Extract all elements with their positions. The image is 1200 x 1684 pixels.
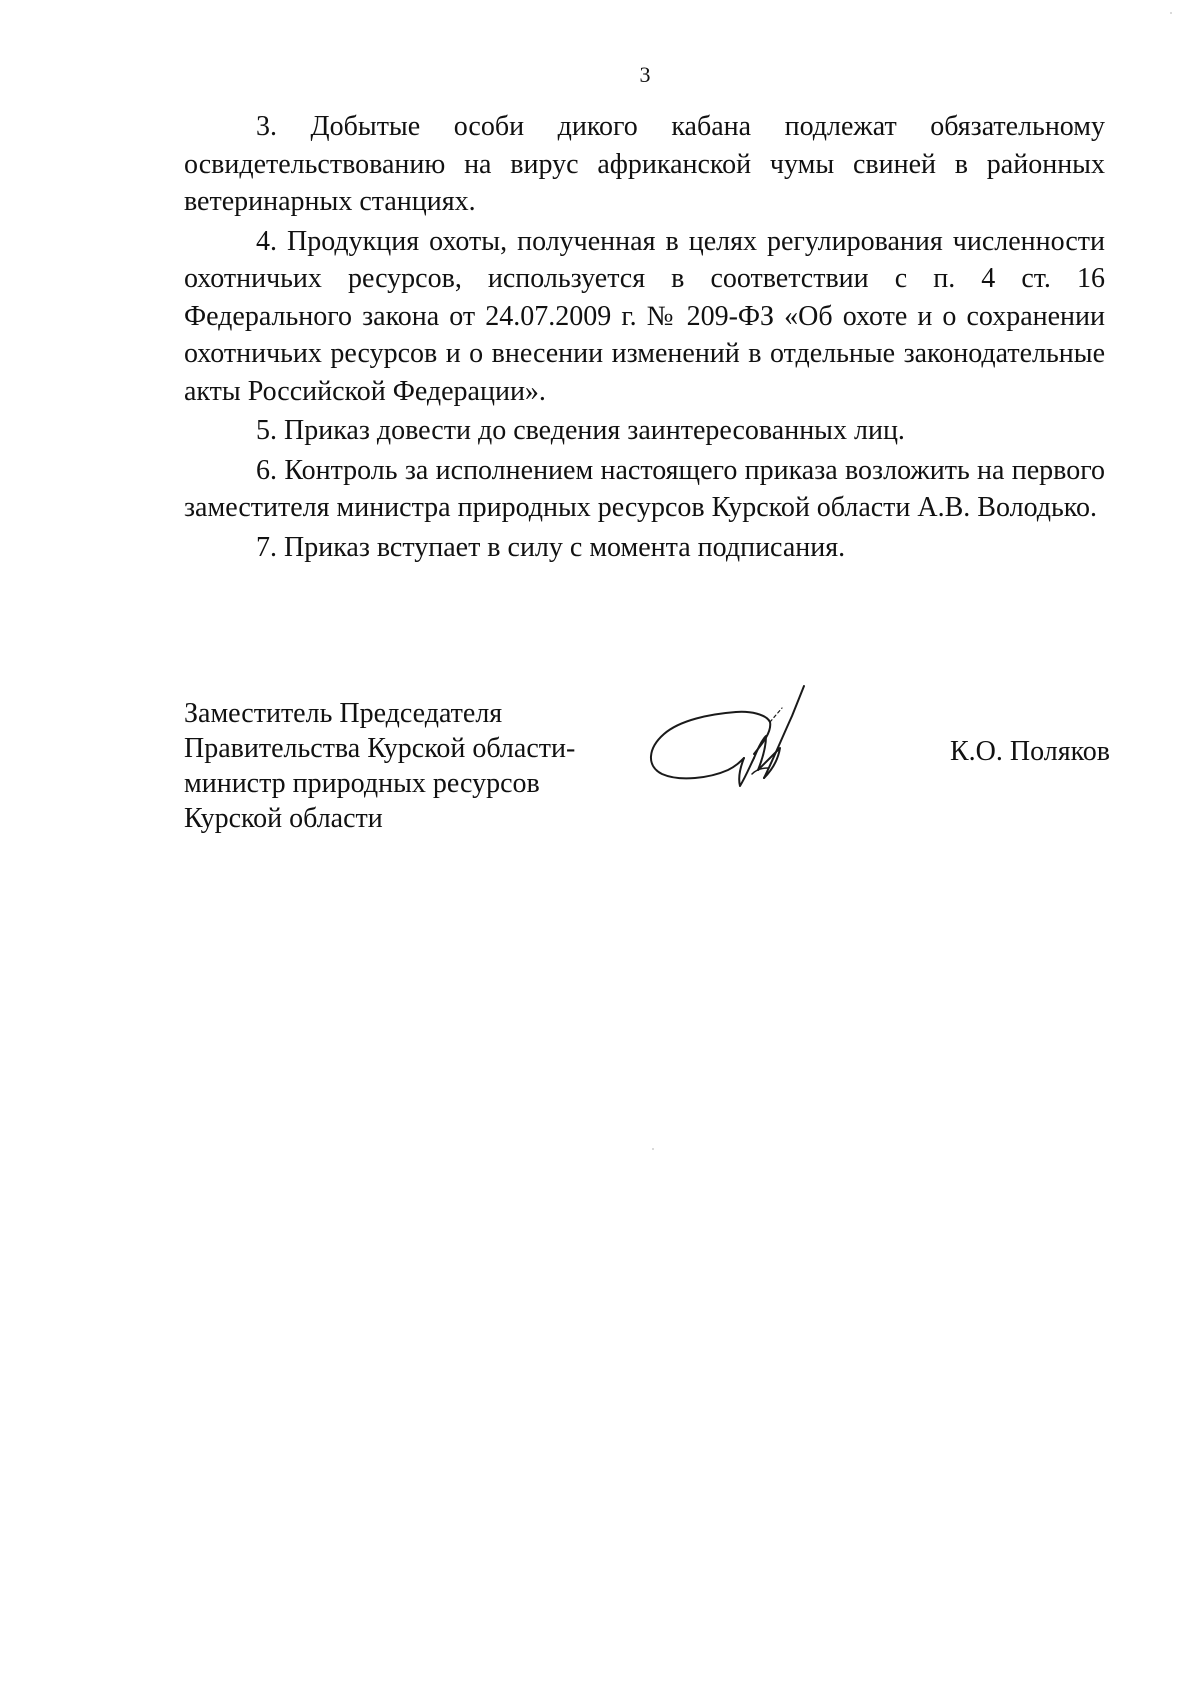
paragraph-6: 6. Контроль за исполнением настоящего приказа возложить на первого заместителя министра природных ресурсов Курской области А.В. Володько. [184, 454, 1105, 523]
signer-position-line: министр природных ресурсов [184, 768, 540, 799]
handwritten-signature [640, 678, 840, 798]
signer-position [184, 696, 684, 836]
signer-position-line: Курской области [184, 803, 383, 834]
signer-position-line: Правительства Курской области- [184, 733, 576, 764]
paragraph-5: 5. Приказ довести до сведения заинтересованных лиц. [256, 415, 905, 446]
scan-speck [1170, 12, 1172, 14]
paragraph-3: 3. Добытые особи дикого кабана подлежат обязательному освидетельствованию на вирус африканской чумы свиней в районных ветеринарных станциях. [184, 111, 1105, 217]
signer-name: К.О. Поляков [950, 736, 1111, 767]
paragraph-4: 4. Продукция охоты, полученная в целях регулирования численности охотничьих ресурсов, используется в соответствии с п. 4 ст. 16 Федерального закона от 24.07.2009 г. № 209-ФЗ «Об охоте и о сохранении охотничьих ресурсов и о внесении изменений в отдельные законодательные акты Российской Федерации». [184, 225, 1105, 407]
document-body [184, 108, 1105, 568]
scan-speck [652, 1148, 654, 1150]
paragraph-7: 7. Приказ вступает в силу с момента подписания. [256, 531, 846, 563]
signer-position-line: Заместитель Председателя [184, 698, 503, 729]
page-number: 3 [639, 62, 651, 87]
